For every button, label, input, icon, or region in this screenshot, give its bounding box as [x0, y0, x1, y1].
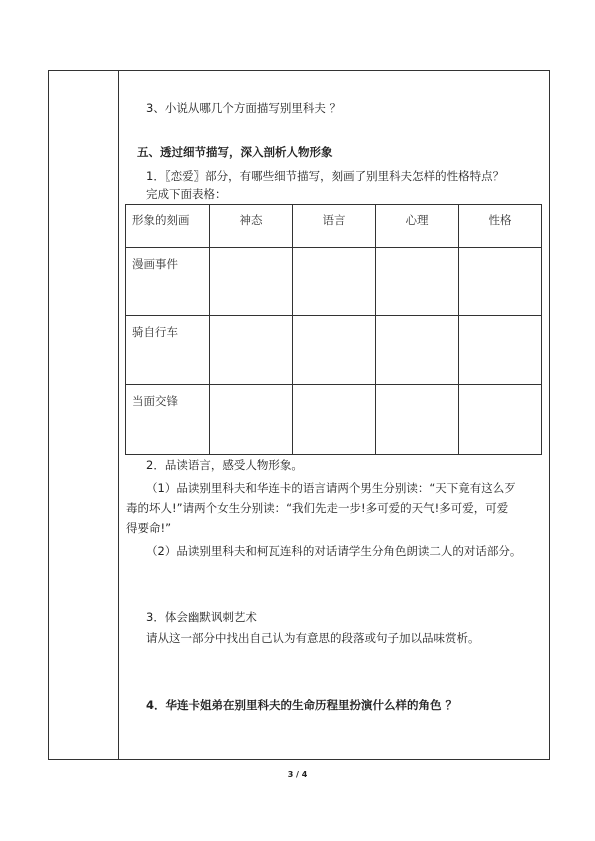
table-row	[126, 248, 542, 316]
table-header-cell: 心理	[376, 205, 459, 248]
item-3-body: 请从这一部分中找出自己认为有意思的段落或句子加以品味赏析。	[146, 631, 480, 645]
table-header-row	[126, 205, 542, 248]
table-row	[126, 385, 542, 455]
table-cell	[210, 385, 293, 455]
row-label: 漫画事件	[126, 248, 210, 316]
item-2-part-2: （2）品读别里科夫和柯瓦连科的对话请学生分角色朗读二人的对话部分。	[146, 544, 522, 558]
table-header-cell: 语言	[293, 205, 376, 248]
item-4-question: 4．华连卡姐弟在别里科夫的生命历程里扮演什么样的角色 ？	[146, 698, 458, 712]
row-label: 当面交锋	[126, 385, 210, 455]
table-cell	[376, 248, 459, 316]
table-header-cell: 神态	[210, 205, 293, 248]
table-cell	[293, 248, 376, 316]
table-cell	[459, 316, 542, 385]
row-label: 骑自行车	[126, 316, 210, 385]
item-2-part-1-line-3: 得要命!”	[126, 521, 172, 535]
table-cell	[376, 316, 459, 385]
table-header-cell: 形象的刻画	[126, 205, 210, 248]
table-row	[126, 316, 542, 385]
character-analysis-table	[125, 204, 542, 455]
column-divider	[118, 70, 119, 760]
item-3-title: 3．体会幽默讽刺艺术	[146, 610, 257, 624]
item-1-instruction: 完成下面表格：	[146, 187, 227, 201]
table-cell	[459, 385, 542, 455]
table-cell	[376, 385, 459, 455]
table-cell	[210, 248, 293, 316]
item-2-title: 2．品读语言，感受人物形象。	[146, 458, 303, 472]
item-1-prompt: 1．〖恋爱〗部分，有哪些细节描写，刻画了别里科夫怎样的性格特点？	[146, 169, 505, 183]
item-2-part-1-line-1: （1）品读别里科夫和华连卡的语言请两个男生分别读：“天下竟有这么歹	[146, 481, 516, 495]
section-5-title: 五、透过细节描写，深入剖析人物形象	[137, 145, 333, 159]
table-header-cell: 性格	[459, 205, 542, 248]
item-2-part-1-line-2: 毒的坏人!”请两个女生分别读：“我们先走一步!多可爱的天气!多可爱，可爱	[126, 501, 509, 515]
table-cell	[459, 248, 542, 316]
table-cell	[210, 316, 293, 385]
table-cell	[293, 385, 376, 455]
table-cell	[293, 316, 376, 385]
page-number: 3 / 4	[287, 770, 308, 779]
question-3: 3、小说从哪几个方面描写别里科夫 ？	[146, 101, 341, 115]
